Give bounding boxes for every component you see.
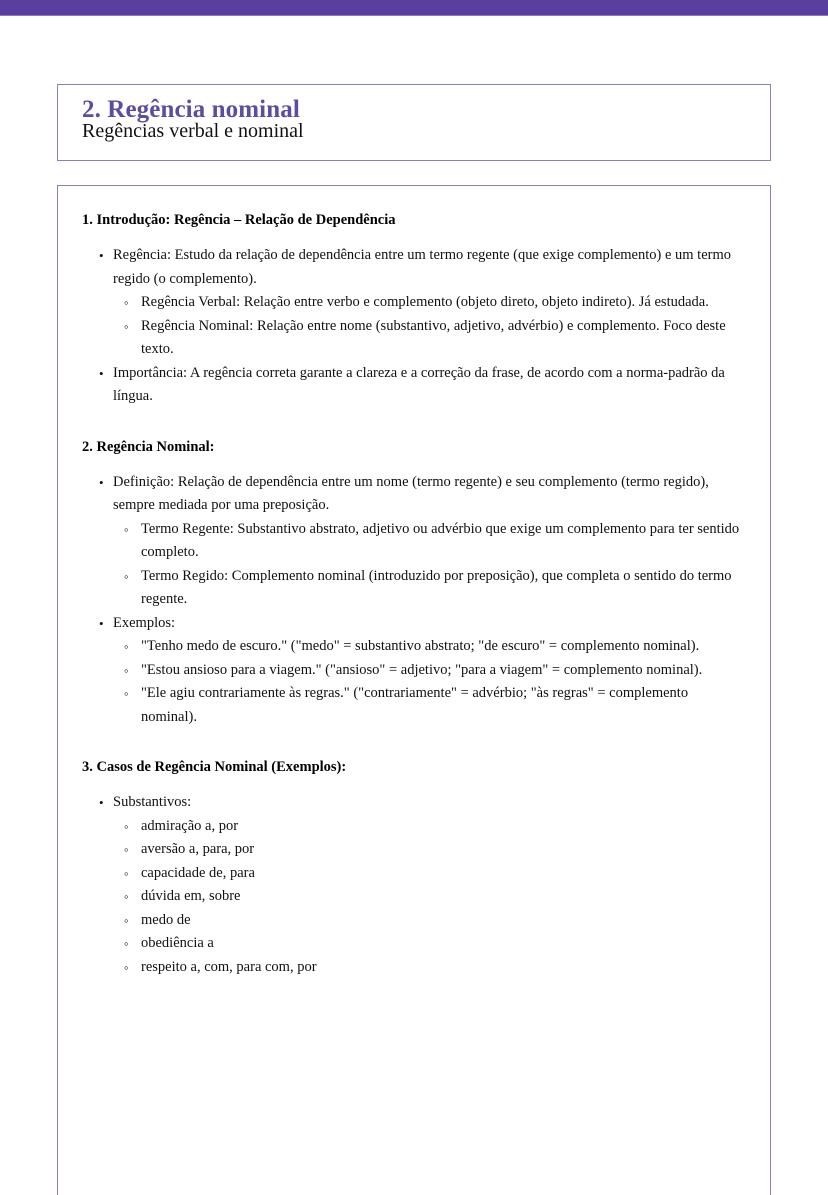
page-title: 2. Regência nominal [82, 96, 300, 123]
sub-list-item: ◦ capacidade de, para [113, 862, 744, 886]
sub-list-item: ◦ "Tenho medo de escuro." ("medo" = substantivo abstrato; "de escuro" = complemento nominal). [113, 635, 744, 659]
list-item [82, 471, 744, 612]
list-item [82, 612, 744, 730]
sub-list-item: ◦ admiração a, por [113, 815, 744, 839]
sub-list-item: ◦ "Ele agiu contrariamente às regras." ("contrariamente" = advérbio; "às regras" = complemento nominal). [113, 682, 744, 729]
section-heading: 2. Regência Nominal: [82, 438, 215, 455]
sub-list-item: ◦ "Estou ansioso para a viagem." ("ansioso" = adjetivo; "para a viagem" = complemento nominal). [113, 659, 744, 683]
sub-list-item: ◦ aversão a, para, por [113, 838, 744, 862]
document-header-panel [57, 84, 771, 161]
list-item-text: • Regência: Estudo da relação de dependência entre um termo regente (que exige complemento) e um termo regido (o complemento). [113, 244, 744, 291]
list-item [82, 791, 744, 979]
section-heading: 1. Introdução: Regência – Relação de Dependência [82, 212, 396, 228]
document-header-inner [58, 85, 770, 141]
top-accent-bar [0, 0, 828, 16]
sub-list-item: ◦ Termo Regente: Substantivo abstrato, adjetivo ou advérbio que exige um complemento para ter sentido completo. [113, 518, 744, 565]
sub-list [113, 635, 744, 729]
list-item [82, 362, 744, 409]
sub-list-item: ◦ dúvida em, sobre [113, 885, 744, 909]
document-body-panel [57, 185, 771, 1195]
sub-list-item: ◦ respeito a, com, para com, por [113, 956, 744, 980]
sub-list [113, 291, 744, 362]
list-item [82, 244, 744, 362]
sub-list [113, 518, 744, 612]
section-list [82, 791, 744, 979]
sub-list-item: ◦ Termo Regido: Complemento nominal (introduzido por preposição), que completa o sentido do termo regente. [113, 565, 744, 612]
list-item-text: • Definição: Relação de dependência entre um nome (termo regente) e seu complemento (termo regido), sempre mediada por uma preposição. [113, 471, 744, 518]
section-heading: 3. Casos de Regência Nominal (Exemplos): [82, 759, 347, 775]
page-subtitle: Regências verbal e nominal [82, 120, 304, 142]
sub-list-item: ◦ Regência Nominal: Relação entre nome (substantivo, adjetivo, advérbio) e complemento. Foco deste texto. [113, 315, 744, 362]
document-body-content [58, 186, 770, 979]
list-item-text: • Exemplos: [113, 612, 744, 636]
section-list [82, 244, 744, 409]
sub-list-item: ◦ obediência a [113, 932, 744, 956]
sub-list-item: ◦ Regência Verbal: Relação entre verbo e complemento (objeto direto, objeto indireto). Já estudada. [113, 291, 744, 315]
list-item-text: • Importância: A regência correta garante a clareza e a correção da frase, de acordo com a norma-padrão da língua. [113, 362, 744, 409]
sub-list-item: ◦ medo de [113, 909, 744, 933]
section-list [82, 471, 744, 730]
sub-list [113, 815, 744, 980]
list-item-text: • Substantivos: [113, 791, 744, 815]
